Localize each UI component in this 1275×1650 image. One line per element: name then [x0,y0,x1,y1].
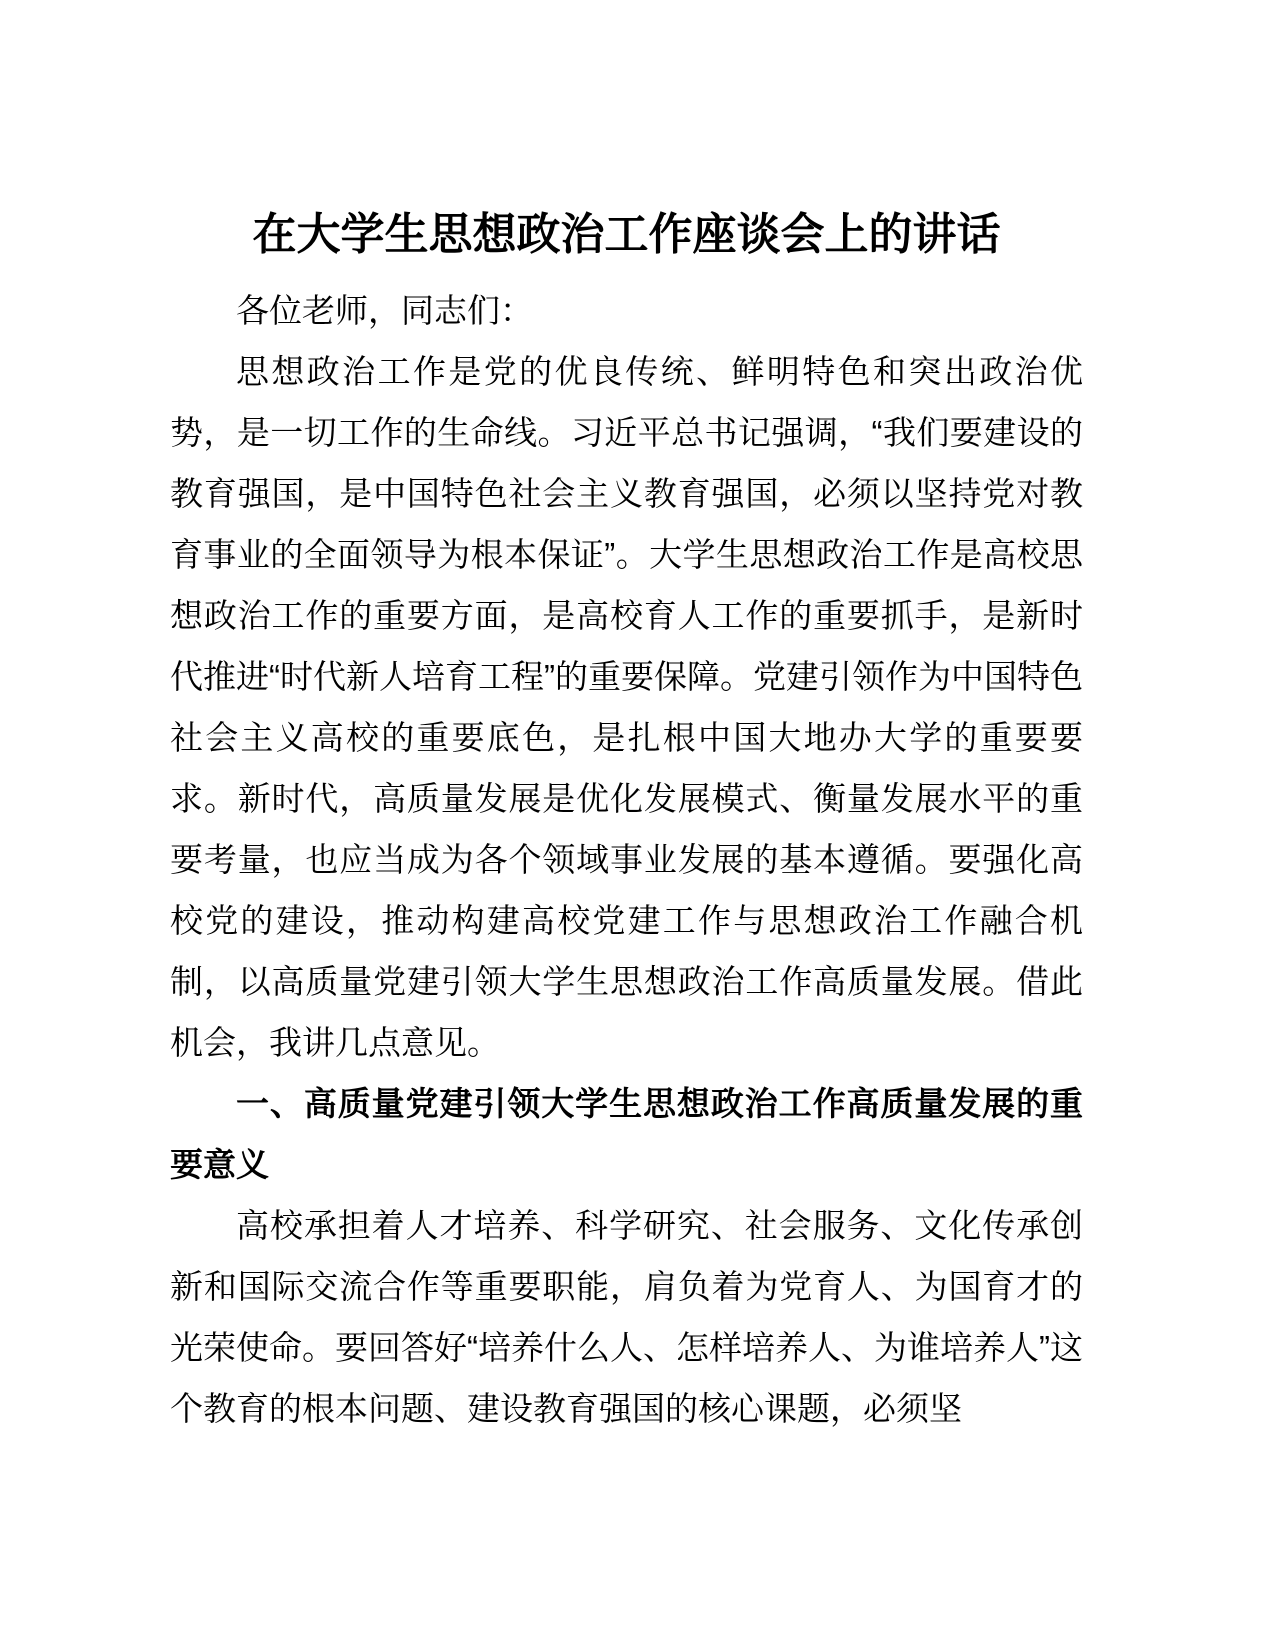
section-heading-1: 一、高质量党建引领大学生思想政治工作高质量发展的重要意义 [170,1085,1083,1183]
document-content [170,0,1083,1439]
paragraph-body-intro: 思想政治工作是党的优良传统、鲜明特色和突出政治优势，是一切工作的生命线。习近平总书记强调，“我们要建设的教育强国，是中国特色社会主义教育强国，必须以坚持党对教育事业的全面领导为根本保证”。大学生思想政治工作是高校思想政治工作的重要方面，是高校育人工作的重要抓手，是新时代推进“时代新人培育工程”的重要保障。党建引领作为中国特色社会主义高校的重要底色，是扎根中国大地办大学的重要要求。新时代，高质量发展是优化发展模式、衡量发展水平的重要考量，也应当成为各个领域事业发展的基本遵循。要强化高校党的建设，推动构建高校党建工作与思想政治工作融合机制，以高质量党建引领大学生思想政治工作高质量发展。借此机会，我讲几点意见。 [170,353,1083,1061]
document-title: 在大学生思想政治工作座谈会上的讲话 [252,210,1001,259]
paragraph-body-section-1: 高校承担着人才培养、科学研究、社会服务、文化传承创新和国际交流合作等重要职能，肩负着为党育人、为国育才的光荣使命。要回答好“培养什么人、怎样培养人、为谁培养人”这个教育的根本问题、建设教育强国的核心课题，必须坚 [170,1207,1083,1427]
paragraph-salutation: 各位老师，同志们： [236,292,533,329]
